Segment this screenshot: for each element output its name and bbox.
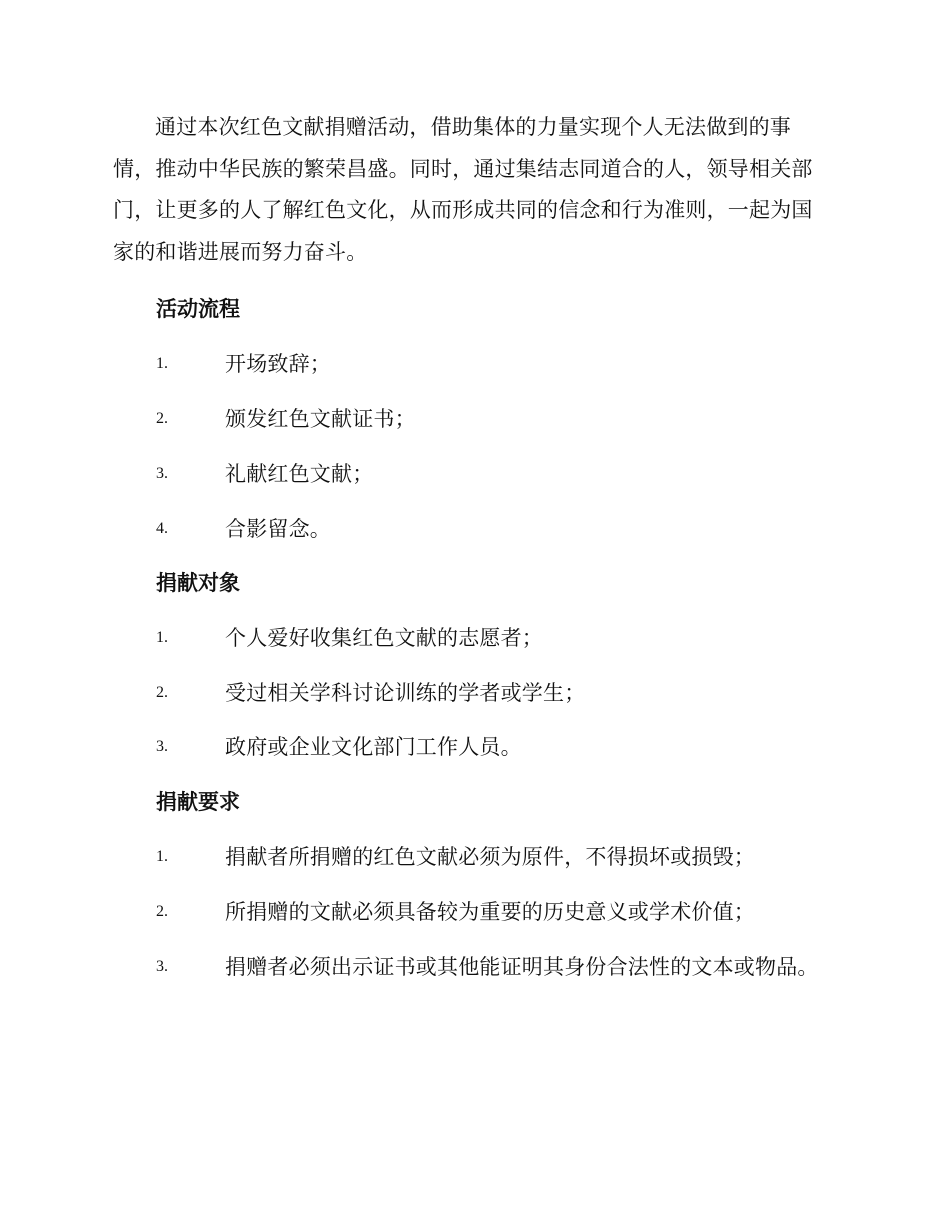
list-item-text: 颁发红色文献证书； [225,407,416,431]
list-item-number: 3. [156,738,168,755]
list-item-text: 捐赠者必须出示证书或其他能证明其身份合法性的文本或物品。 [225,955,819,979]
list-item-number: 4. [156,520,168,537]
list-item-text: 礼献红色文献； [225,462,374,486]
list-item-text: 捐献者所捐赠的红色文献必须为原件，不得损坏或损毁； [225,845,755,869]
list-item-text: 政府或企业文化部门工作人员。 [225,735,522,759]
intro-paragraph: 通过本次红色文献捐赠活动，借助集体的力量实现个人无法做到的事情，推动中华民族的繁荣昌盛。同时，通过集结志同道合的人，领导相关部门，让更多的人了解红色文化，从而形成共同的信念和行为准则，一起为国家的和谐进展而努力奋斗。 [113,115,813,264]
list-item-number: 1. [156,848,168,865]
list-item-text: 合影留念。 [225,517,331,541]
list-item-number: 2. [156,903,168,920]
list-item-text: 所捐赠的文献必须具备较为重要的历史意义或学术价值； [225,900,755,924]
list-item-number: 3. [156,465,168,482]
section-heading-donors: 捐献对象 [156,571,240,595]
section-heading-requirements: 捐献要求 [156,790,240,814]
list-item-number: 1. [156,629,168,646]
section-heading-process: 活动流程 [156,297,240,321]
list-item-text: 个人爱好收集红色文献的志愿者； [225,626,543,650]
list-item-text: 受过相关学科讨论训练的学者或学生； [225,681,586,705]
list-item-number: 3. [156,958,168,975]
list-item-number: 2. [156,684,168,701]
list-item-number: 1. [156,355,168,372]
list-item-number: 2. [156,410,168,427]
list-item-text: 开场致辞； [225,352,331,376]
